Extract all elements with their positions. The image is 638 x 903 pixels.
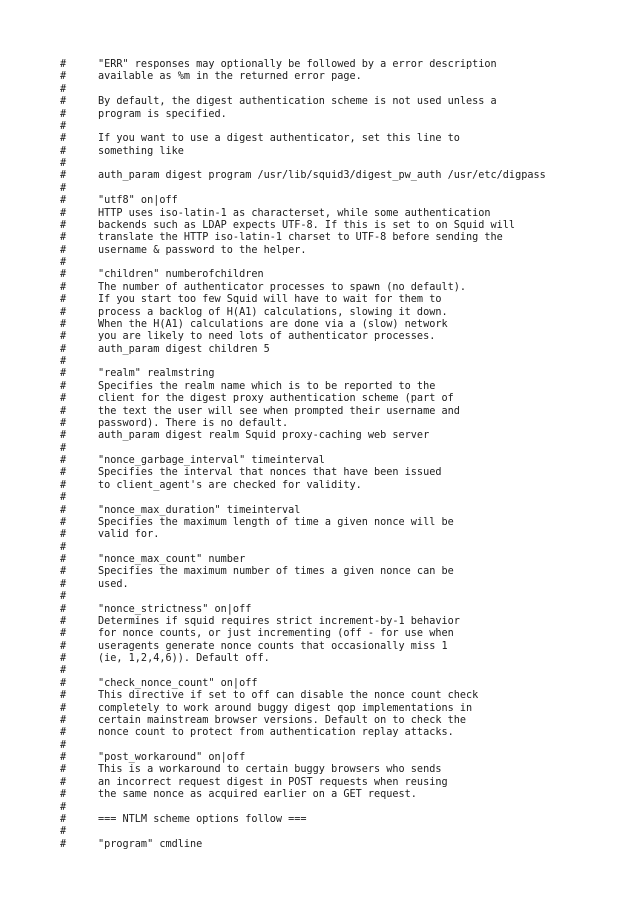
comment-line [60, 344, 620, 356]
comment-text: password). There is no default. [98, 417, 289, 429]
comment-line [60, 121, 620, 133]
comment-line [60, 245, 620, 257]
comment-marker: # [60, 578, 67, 590]
comment-line [60, 195, 620, 207]
comment-marker: # [60, 776, 67, 788]
comment-marker: # [60, 343, 67, 355]
comment-marker: # [60, 603, 67, 615]
comment-text: process a backlog of H(A1) calculations, slowing it down. [98, 306, 448, 318]
comment-marker: # [60, 442, 67, 454]
comment-line [60, 109, 620, 121]
comment-marker: # [60, 405, 67, 417]
comment-marker: # [60, 356, 67, 367]
comment-text: === NTLM scheme options follow === [98, 813, 307, 825]
comment-marker: # [60, 665, 67, 677]
comment-marker: # [60, 813, 67, 825]
comment-line [60, 183, 620, 195]
comment-line [60, 604, 620, 616]
comment-text: client for the digest proxy authentication scheme (part of [98, 393, 454, 405]
comment-line [60, 690, 620, 702]
comment-text: username & password to the helper. [98, 244, 307, 256]
comment-text: If you start too few Squid will have to wait for them to [98, 294, 442, 306]
comment-text: nonce count to protect from authentication replay attacks. [98, 727, 454, 739]
comment-marker: # [60, 789, 67, 801]
comment-line [60, 653, 620, 665]
comment-line [60, 368, 620, 380]
comment-text: program is specified. [98, 108, 227, 120]
comment-marker: # [60, 59, 67, 70]
comment-text: useragents generate nonce counts that occasionally miss 1 [98, 640, 448, 652]
comment-line [60, 628, 620, 640]
comment-line [60, 467, 620, 479]
comment-marker: # [60, 182, 67, 194]
comment-line [60, 356, 620, 368]
config-comment-block [60, 59, 620, 851]
comment-marker: # [60, 702, 67, 714]
comment-line [60, 170, 620, 182]
comment-marker: # [60, 690, 67, 702]
comment-line [60, 616, 620, 628]
comment-marker: # [60, 257, 67, 268]
comment-line [60, 678, 620, 690]
comment-marker: # [60, 516, 67, 528]
comment-marker: # [60, 640, 67, 652]
comment-text: "nonce_garbage_interval" timeinterval [98, 455, 325, 466]
comment-line [60, 505, 620, 517]
comment-line [60, 802, 620, 814]
comment-text: something like [98, 145, 184, 157]
comment-marker: # [60, 368, 67, 380]
comment-text: the text the user will see when prompted their username and [98, 405, 460, 417]
comment-marker: # [60, 318, 67, 330]
comment-line [60, 146, 620, 158]
comment-marker: # [60, 96, 67, 108]
comment-line [60, 777, 620, 789]
comment-text: "realm" realmstring [98, 368, 215, 380]
comment-text: auth_param digest realm Squid proxy-caching web server [98, 430, 430, 442]
comment-marker: # [60, 838, 67, 850]
comment-line [60, 71, 620, 83]
comment-marker: # [60, 628, 67, 640]
comment-line [60, 492, 620, 504]
comment-text: Specifies the interval that nonces that have been issued [98, 467, 442, 479]
comment-marker: # [60, 430, 67, 442]
comment-line [60, 814, 620, 826]
comment-line [60, 641, 620, 653]
comment-text: the same nonce as acquired earlier on a GET request. [98, 789, 417, 801]
comment-text: "post_workaround" on|off [98, 752, 246, 763]
comment-marker: # [60, 195, 67, 207]
comment-marker: # [60, 219, 67, 231]
comment-line [60, 269, 620, 281]
comment-line [60, 220, 620, 232]
comment-text: Specifies the maximum length of time a given nonce will be [98, 516, 454, 528]
comment-marker: # [60, 269, 67, 281]
comment-marker: # [60, 554, 67, 565]
comment-line [60, 443, 620, 455]
comment-line [60, 566, 620, 578]
comment-marker: # [60, 232, 67, 244]
comment-line [60, 579, 620, 591]
comment-line [60, 96, 620, 108]
comment-text: (ie, 1,2,4,6)). Default off. [98, 653, 270, 664]
comment-text: auth_param digest children 5 [98, 343, 270, 355]
comment-marker: # [60, 455, 67, 466]
comment-marker: # [60, 504, 67, 516]
comment-line [60, 331, 620, 343]
comment-marker: # [60, 306, 67, 318]
comment-text: you are likely to need lots of authenticator processes. [98, 331, 436, 343]
comment-line [60, 133, 620, 145]
comment-text: used. [98, 578, 129, 590]
comment-marker: # [60, 331, 67, 343]
comment-marker: # [60, 653, 67, 664]
comment-marker: # [60, 615, 67, 627]
comment-line [60, 319, 620, 331]
comment-line [60, 84, 620, 96]
comment-text: When the H(A1) calculations are done via a (slow) network [98, 318, 448, 330]
comment-line [60, 752, 620, 764]
comment-text: This is a workaround to certain buggy browsers who sends [98, 764, 442, 776]
comment-text: The number of authenticator processes to spawn (no default). [98, 281, 467, 293]
comment-line [60, 703, 620, 715]
comment-marker: # [60, 591, 67, 603]
comment-text: "nonce_max_count" number [98, 554, 246, 565]
comment-text: Specifies the maximum number of times a given nonce can be [98, 566, 454, 578]
comment-text: backends such as LDAP expects UTF-8. If this is set to on Squid will [98, 219, 516, 231]
comment-line [60, 208, 620, 220]
comment-text: "children" numberofchildren [98, 269, 264, 281]
comment-marker: # [60, 467, 67, 479]
comment-line [60, 740, 620, 752]
comment-marker: # [60, 826, 67, 838]
comment-text: "check_nonce_count" on|off [98, 677, 258, 689]
comment-marker: # [60, 207, 67, 219]
comment-marker: # [60, 83, 67, 95]
comment-marker: # [60, 71, 67, 83]
comment-line [60, 542, 620, 554]
comment-text: Determines if squid requires strict increment-by-1 behavior [98, 615, 460, 627]
comment-line [60, 591, 620, 603]
comment-line [60, 307, 620, 319]
comment-text: auth_param digest program /usr/lib/squid3/digest_pw_auth /usr/etc/digpass [98, 170, 546, 182]
comment-line [60, 480, 620, 492]
comment-marker: # [60, 145, 67, 157]
comment-text: valid for. [98, 529, 160, 541]
comment-line [60, 430, 620, 442]
comment-line [60, 727, 620, 739]
comment-line [60, 715, 620, 727]
comment-marker: # [60, 393, 67, 405]
comment-line [60, 418, 620, 430]
comment-marker: # [60, 158, 67, 169]
comment-marker: # [60, 479, 67, 491]
comment-marker: # [60, 294, 67, 306]
comment-text: certain mainstream browser versions. Default on to check the [98, 714, 467, 726]
comment-line [60, 232, 620, 244]
comment-line [60, 294, 620, 306]
comment-text: "ERR" responses may optionally be followed by a error description [98, 59, 497, 70]
comment-marker: # [60, 529, 67, 541]
comment-text: HTTP uses iso-latin-1 as characterset, while some authentication [98, 207, 491, 219]
comment-text: "program" cmdline [98, 838, 203, 850]
comment-text: If you want to use a digest authenticator, set this line to [98, 133, 460, 145]
comment-marker: # [60, 244, 67, 256]
comment-line [60, 554, 620, 566]
comment-text: "nonce_max_duration" timeinterval [98, 504, 301, 516]
comment-line [60, 257, 620, 269]
comment-line [60, 158, 620, 170]
comment-line [60, 59, 620, 71]
comment-marker: # [60, 739, 67, 751]
comment-text: "nonce_strictness" on|off [98, 603, 252, 615]
comment-text: to client_agent's are checked for validity. [98, 479, 362, 491]
comment-marker: # [60, 380, 67, 392]
comment-line [60, 764, 620, 776]
comment-text: "utf8" on|off [98, 195, 178, 207]
comment-marker: # [60, 492, 67, 504]
comment-text: an incorrect request digest in POST requests when reusing [98, 776, 448, 788]
comment-line [60, 406, 620, 418]
comment-marker: # [60, 566, 67, 578]
comment-marker: # [60, 417, 67, 429]
comment-line [60, 282, 620, 294]
comment-text: available as %m in the returned error page. [98, 71, 362, 83]
comment-line [60, 839, 620, 851]
comment-text: completely to work around buggy digest qop implementations in [98, 702, 473, 714]
comment-marker: # [60, 541, 67, 553]
comment-line [60, 665, 620, 677]
comment-text: By default, the digest authentication scheme is not used unless a [98, 96, 497, 108]
comment-text: Specifies the realm name which is to be reported to the [98, 380, 436, 392]
comment-marker: # [60, 752, 67, 763]
comment-marker: # [60, 714, 67, 726]
comment-line [60, 381, 620, 393]
comment-line [60, 529, 620, 541]
comment-line [60, 393, 620, 405]
comment-marker: # [60, 133, 67, 145]
comment-marker: # [60, 727, 67, 739]
comment-text: for nonce counts, or just incrementing (off - for use when [98, 628, 454, 640]
comment-line [60, 826, 620, 838]
comment-marker: # [60, 801, 67, 813]
comment-line [60, 455, 620, 467]
comment-marker: # [60, 281, 67, 293]
comment-marker: # [60, 120, 67, 132]
comment-text: This directive if set to off can disable the nonce count check [98, 690, 479, 702]
comment-marker: # [60, 764, 67, 776]
comment-line [60, 517, 620, 529]
comment-marker: # [60, 677, 67, 689]
comment-line [60, 789, 620, 801]
comment-marker: # [60, 108, 67, 120]
comment-marker: # [60, 170, 67, 182]
comment-text: translate the HTTP iso-latin-1 charset to UTF-8 before sending the [98, 232, 503, 244]
